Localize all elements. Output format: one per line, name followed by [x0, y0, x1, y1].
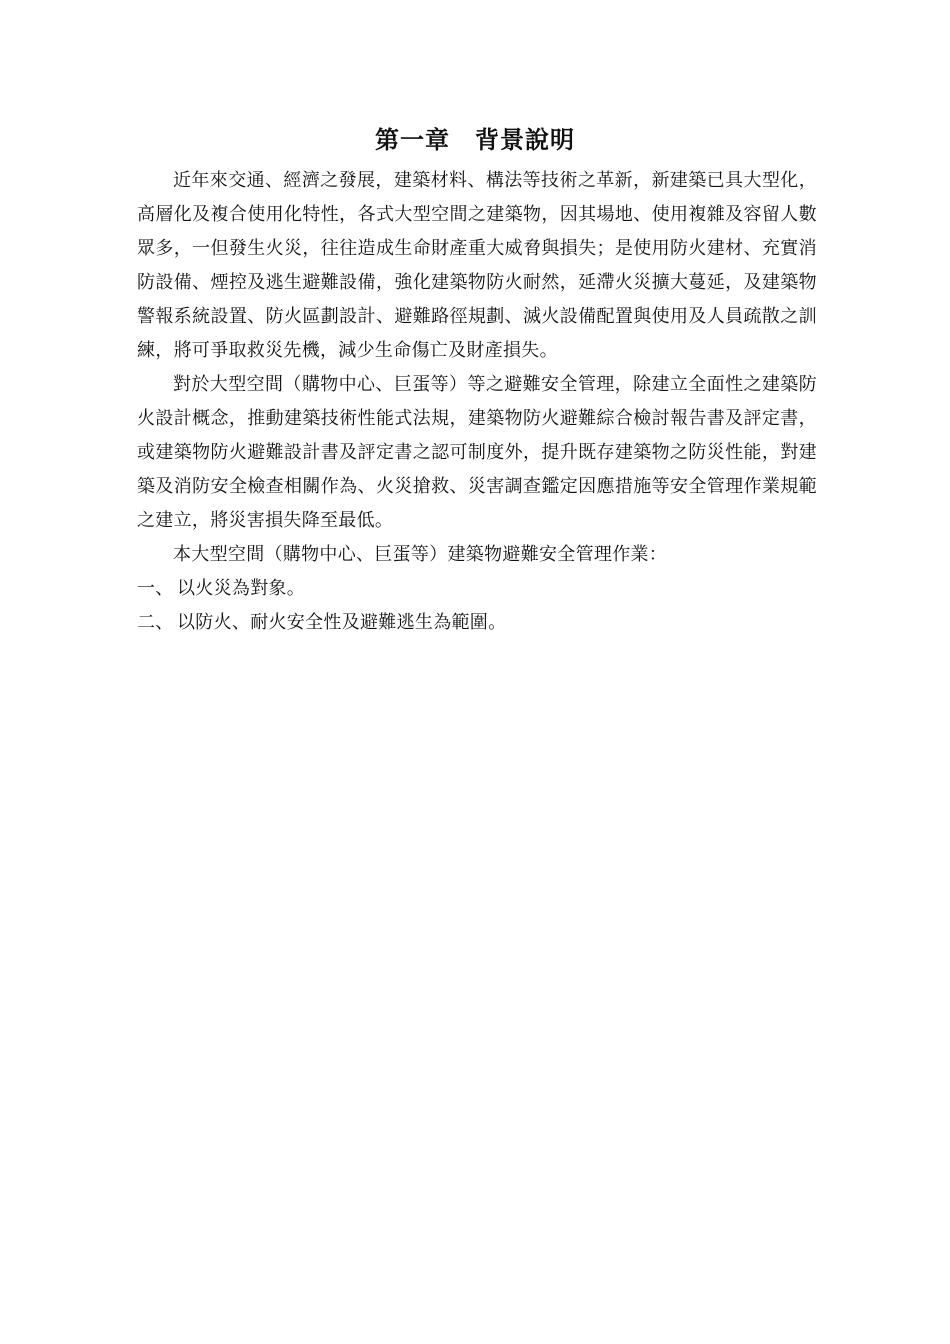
list-item-text: 以火災為對象。 — [177, 578, 306, 599]
chapter-title: 第一章 背景說明 — [375, 125, 575, 154]
list-marker: 二、 — [137, 612, 174, 633]
list-item — [137, 572, 817, 606]
list-item — [137, 606, 817, 640]
list-marker: 一、 — [137, 578, 174, 599]
document-body — [137, 164, 817, 640]
paragraph-background: 近年來交通、經濟之發展，建築材料、構法等技術之革新，新建築已具大型化，高層化及複合使用化特性，各式大型空間之建築物，因其場地、使用複雜及容留人數眾多，一但發生火災，往往造成生命財產重大威脅與損失；是使用防火建材、充實消防設備、煙控及逃生避難設備，強化建築物防火耐然，延滯火災擴大蔓延，及建築物警報系統設置、防火區劃設計、避難路徑規劃、滅火設備配置與使用及人員疏散之訓練，將可爭取救災先機，減少生命傷亡及財產損失。 — [137, 170, 817, 361]
paragraph-scope-intro: 本大型空間（購物中心、巨蛋等）建築物避難安全管理作業： — [173, 544, 668, 565]
list-item-text: 以防火、耐火安全性及避難逃生為範圍。 — [177, 612, 507, 633]
paragraph-safety-management: 對於大型空間（購物中心、巨蛋等）等之避難安全管理，除建立全面性之建築防火設計概念，推動建築技術性能式法規，建築物防火避難綜合檢討報告書及評定書，或建築物防火避難設計書及評定書之認可制度外，提升既存建築物之防災性能，對建築及消防安全檢查相關作為、火災搶救、災害調查鑑定因應措施等安全管理作業規範之建立，將災害損失降至最低。 — [137, 374, 817, 531]
